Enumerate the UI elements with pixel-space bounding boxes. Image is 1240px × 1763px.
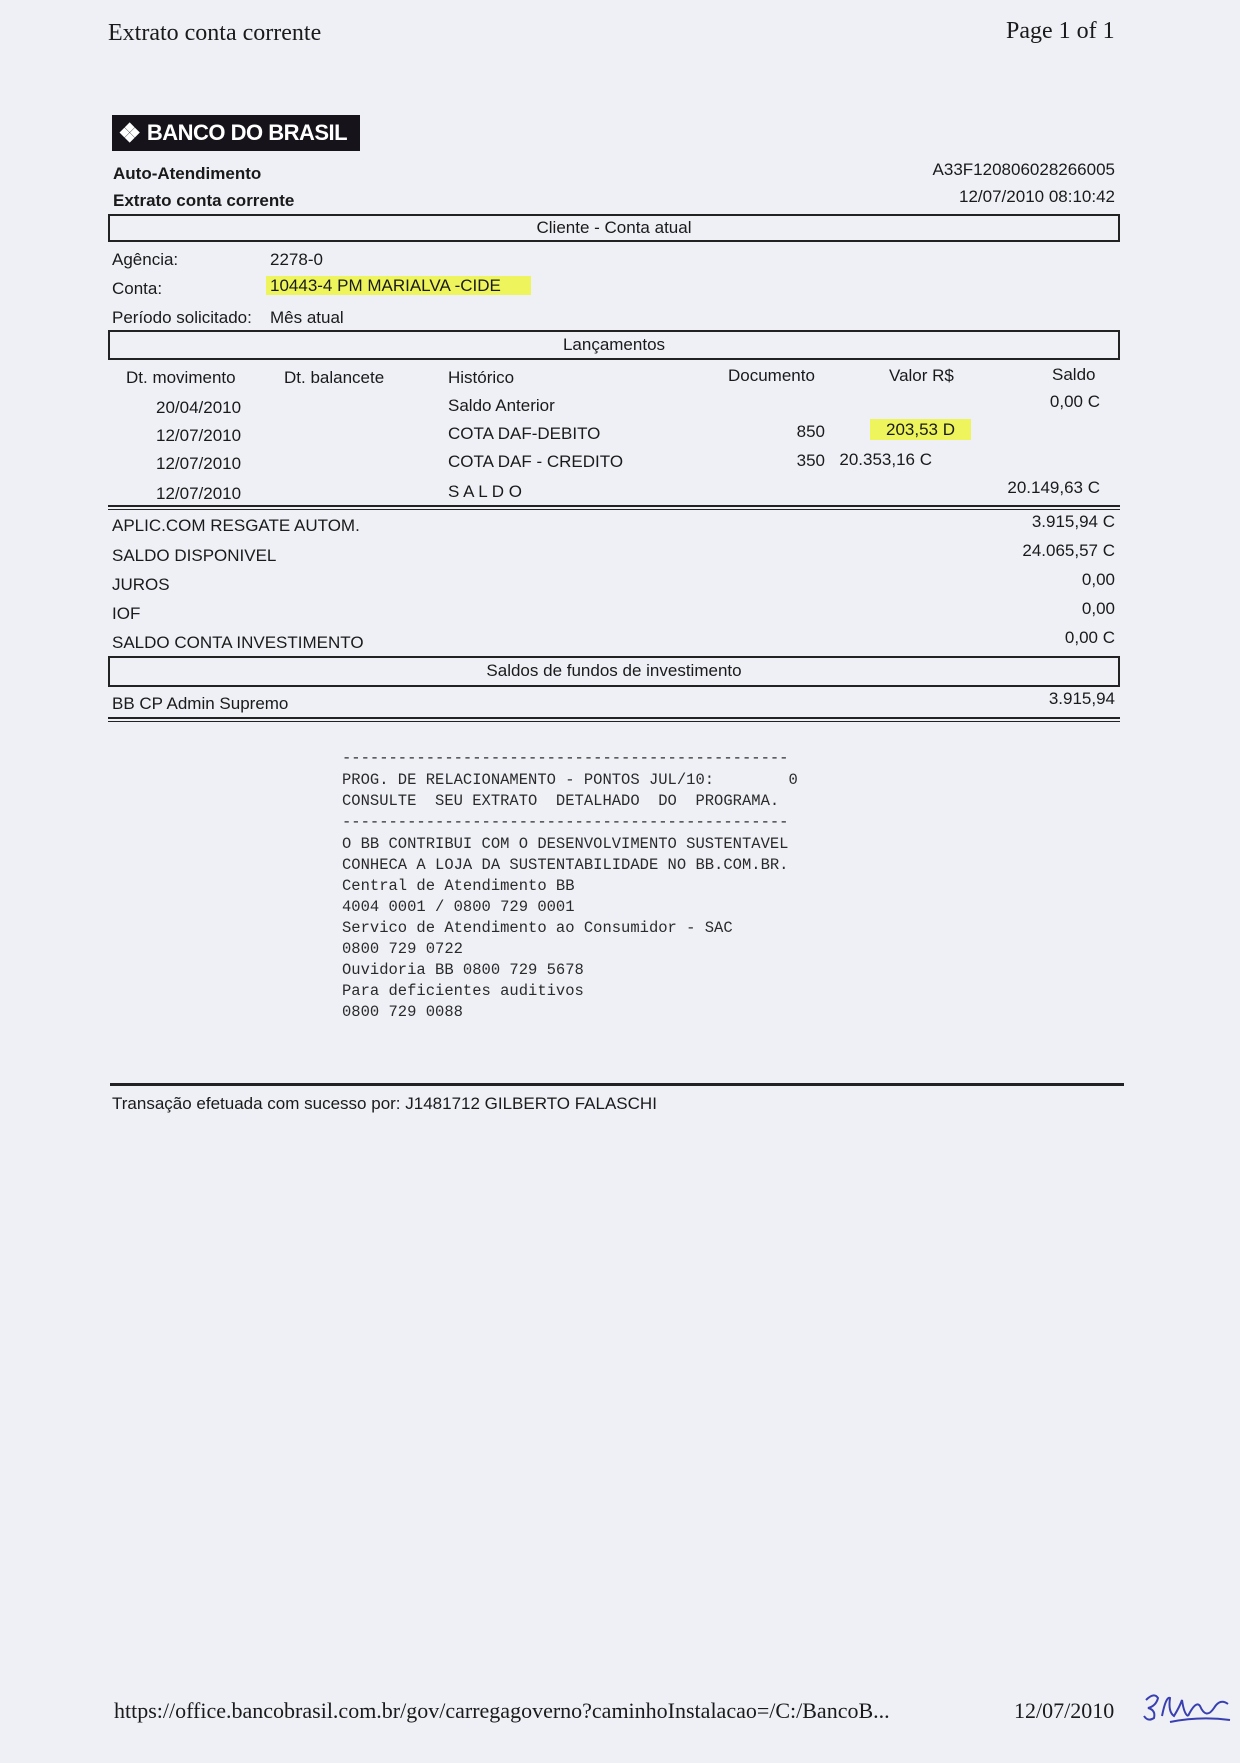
statement-title: Extrato conta corrente xyxy=(113,191,295,210)
summary-label-5: SALDO CONTA INVESTIMENTO xyxy=(112,633,364,652)
client-section-header xyxy=(108,214,1120,242)
summary-label-2: SALDO DISPONIVEL xyxy=(112,546,277,565)
row3-documento: 350 xyxy=(796,451,825,470)
page-header-title: Extrato conta corrente xyxy=(108,20,322,46)
lancamentos-divider-thin xyxy=(108,509,1120,510)
agencia-label: Agência: xyxy=(112,250,179,269)
statement-datetime: 12/07/2010 08:10:42 xyxy=(959,187,1115,206)
lancamentos-header xyxy=(108,330,1120,360)
summary-value-5: 0,00 C xyxy=(1064,628,1115,647)
summary-value-4: 0,00 xyxy=(1081,599,1115,618)
row3-historico: COTA DAF - CREDITO xyxy=(448,452,624,471)
conta-value xyxy=(266,276,531,296)
row2-documento: 850 xyxy=(796,422,825,441)
summary-label-3: JUROS xyxy=(112,575,170,594)
bank-logo-text: BANCO DO BRASIL xyxy=(146,120,348,145)
message-points: PROG. DE RELACIONAMENTO - PONTOS JUL/10: 0 xyxy=(342,771,798,789)
row4-historico: S A L D O xyxy=(448,482,523,501)
funds-title: Saldos de fundos de investimento xyxy=(486,661,742,680)
message-consult: CONSULTE SEU EXTRATO DETALHADO DO PROGRAMA. xyxy=(342,792,780,810)
row3-dt-movimento: 12/07/2010 xyxy=(156,454,242,473)
banco-do-brasil-logo-icon: ❖ xyxy=(118,117,141,148)
row4-saldo: 20.149,63 C xyxy=(1007,478,1100,497)
row1-dt-movimento: 20/04/2010 xyxy=(156,398,242,417)
row2-dt-movimento: 12/07/2010 xyxy=(156,426,242,445)
message-line-6: 0800 729 0722 xyxy=(342,940,463,958)
summary-label-1: APLIC.COM RESGATE AUTOM. xyxy=(112,516,360,535)
periodo-value: Mês atual xyxy=(270,308,344,327)
periodo-label: Período solicitado: xyxy=(112,308,252,327)
message-line-5: Servico de Atendimento ao Consumidor - SAC xyxy=(342,919,733,937)
message-line-8: Para deficientes auditivos xyxy=(342,982,584,1000)
summary-value-3: 0,00 xyxy=(1081,570,1115,589)
summary-value-1: 3.915,94 C xyxy=(1031,512,1115,531)
client-section-title: Cliente - Conta atual xyxy=(536,218,692,237)
row3-valor: 20.353,16 C xyxy=(839,450,932,469)
message-line-9: 0800 729 0088 xyxy=(342,1003,463,1021)
bank-logo xyxy=(112,115,360,151)
transaction-divider xyxy=(110,1083,1124,1086)
row1-saldo: 0,00 C xyxy=(1049,392,1100,411)
conta-value-highlight: 10443-4 PM MARIALVA -CIDE xyxy=(266,276,531,295)
col-dt-balancete: Dt. balancete xyxy=(284,368,385,387)
summary-label-4: IOF xyxy=(112,604,141,623)
row2-historico: COTA DAF-DEBITO xyxy=(448,424,601,443)
lancamentos-divider xyxy=(108,505,1120,507)
message-line-1: O BB CONTRIBUI COM O DESENVOLVIMENTO SUSTENTAVEL xyxy=(342,835,789,853)
handwritten-initials-icon xyxy=(1140,1686,1232,1726)
summary-value-2: 24.065,57 C xyxy=(1022,541,1115,560)
row2-valor xyxy=(870,420,971,440)
col-saldo: Saldo xyxy=(1052,365,1096,384)
page-number: Page 1 of 1 xyxy=(1006,18,1115,44)
service-name: Auto-Atendimento xyxy=(113,164,262,183)
message-line-3: Central de Atendimento BB xyxy=(342,877,575,895)
messages-dash-1: ------------------------------------------------ xyxy=(342,749,789,767)
message-line-4: 4004 0001 / 0800 729 0001 xyxy=(342,898,575,916)
lancamentos-title: Lançamentos xyxy=(562,335,666,354)
row4-dt-movimento: 12/07/2010 xyxy=(156,484,242,503)
message-line-2: CONHECA A LOJA DA SUSTENTABILIDADE NO BB.COM.BR. xyxy=(342,856,789,874)
footer-url: https://office.bancobrasil.com.br/gov/carregagoverno?caminhoInstalacao=/C:/BancoB... xyxy=(114,1698,890,1723)
row1-historico: Saldo Anterior xyxy=(448,396,555,415)
messages-dash-2: ------------------------------------------------ xyxy=(342,813,789,831)
funds-divider xyxy=(108,717,1120,719)
fund-name: BB CP Admin Supremo xyxy=(112,694,289,713)
col-valor: Valor R$ xyxy=(889,366,954,385)
col-dt-movimento: Dt. movimento xyxy=(126,368,236,387)
conta-label: Conta: xyxy=(112,279,163,298)
col-documento: Documento xyxy=(728,366,815,385)
footer-date: 12/07/2010 xyxy=(1014,1698,1115,1723)
row2-valor-highlight: 203,53 D xyxy=(870,419,971,440)
auth-code: A33F120806028266005 xyxy=(932,160,1115,179)
funds-header xyxy=(108,656,1120,687)
col-historico: Histórico xyxy=(448,368,515,387)
funds-divider-thin xyxy=(108,721,1120,722)
fund-value: 3.915,94 xyxy=(1048,689,1115,708)
transaction-note: Transação efetuada com sucesso por: J1481712 GILBERTO FALASCHI xyxy=(112,1094,657,1113)
message-line-7: Ouvidoria BB 0800 729 5678 xyxy=(342,961,584,979)
agencia-value: 2278-0 xyxy=(270,250,323,269)
